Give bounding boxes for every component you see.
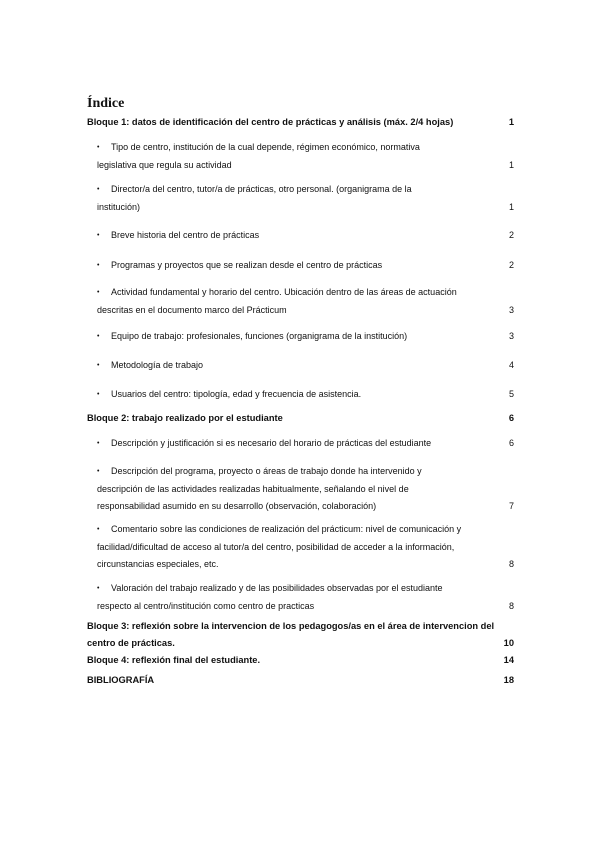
toc-page-number: 14 (503, 655, 514, 665)
toc-entry-text: descripción de las actividades realizadas habitualmente, señalando el nivel de (97, 483, 409, 494)
toc-section-entry[interactable] (87, 652, 497, 669)
toc-page-number: 7 (508, 501, 514, 511)
toc-entry-text: • Equipo de trabajo: profesionales, funciones (organigrama de la institución) (97, 328, 502, 346)
toc-page-number: 6 (508, 413, 514, 423)
toc-subsection-entry[interactable] (97, 139, 502, 174)
bullet-icon: • (97, 526, 100, 533)
toc-page-number: 6 (508, 438, 514, 448)
toc-section-entry[interactable] (87, 114, 497, 131)
toc-subsection-entry[interactable] (97, 284, 502, 319)
bullet-icon: • (97, 144, 100, 151)
toc-entry-text: institución) (97, 201, 141, 212)
toc-entry-text: facilidad/dificultad de acceso al tutor/a del centro, posibilidad de acceder a la información, (97, 541, 455, 552)
toc-page-number: 2 (508, 260, 514, 270)
bullet-icon: • (97, 186, 100, 193)
toc-section-entry[interactable] (87, 410, 497, 427)
toc-page-number: 18 (503, 675, 514, 685)
toc-entry-text: Bloque 1: datos de identificación del centro de prácticas y análisis (máx. 2/4 hojas) (87, 117, 454, 127)
bullet-icon: • (97, 585, 100, 592)
toc-entry-text: legislativa que regula su actividad (97, 159, 232, 170)
bullet-icon: • (97, 440, 100, 447)
bullet-icon: • (97, 232, 100, 239)
toc-page-number: 1 (508, 201, 514, 212)
toc-entry-text: respecto al centro/institución como centro de practicas (97, 600, 315, 611)
toc-entry-text: • Valoración del trabajo realizado y de las posibilidades observadas por el estudiante (97, 580, 502, 598)
toc-section-entry[interactable] (87, 618, 497, 652)
toc-entry-text: • Usuarios del centro: tipología, edad y frecuencia de asistencia. (97, 386, 502, 404)
toc-entry-text: circunstancias especiales, etc. (97, 559, 219, 569)
bullet-icon: • (97, 262, 100, 269)
toc-entry-text: Bloque 2: trabajo realizado por el estudiante (87, 413, 283, 423)
toc-entry-text: BIBLIOGRAFÍA (87, 675, 155, 685)
toc-entry-text: responsabilidad asumido en su desarrollo (observación, colaboración) (97, 501, 377, 511)
toc-subsection-entry[interactable] (97, 580, 502, 615)
toc-page-number: 4 (508, 360, 514, 370)
toc-page-number: 3 (508, 331, 514, 341)
toc-entry-text: • Descripción del programa, proyecto o áreas de trabajo donde ha intervenido y (97, 463, 502, 481)
toc-entry-text: descritas en el documento marco del Prácticum (97, 304, 287, 315)
toc-subsection-entry[interactable] (97, 386, 502, 404)
bullet-icon: • (97, 289, 100, 296)
toc-section-entry[interactable] (87, 672, 497, 689)
toc-page-number: 1 (508, 159, 514, 170)
toc-entry-text: Bloque 4: reflexión final del estudiante. (87, 655, 261, 665)
toc-subsection-entry[interactable] (97, 227, 502, 245)
toc-entry-text: • Tipo de centro, institución de la cual depende, régimen económico, normativa (97, 139, 502, 157)
bullet-icon: • (97, 391, 100, 398)
toc-entry-text: • Descripción y justificación si es necesario del horario de prácticas del estudiante (97, 435, 502, 453)
toc-subsection-entry[interactable] (97, 521, 502, 574)
bullet-icon: • (97, 333, 100, 340)
toc-entry-text: • Actividad fundamental y horario del centro. Ubicación dentro de las áreas de actuación (97, 284, 502, 302)
toc-page-number: 8 (508, 559, 514, 569)
toc-subsection-entry[interactable] (97, 357, 502, 375)
toc-page-number: 1 (508, 117, 514, 127)
toc-subsection-entry[interactable] (97, 435, 502, 453)
toc-subsection-entry[interactable] (97, 328, 502, 346)
toc-entry-text: centro de prácticas. (87, 638, 175, 648)
bullet-icon: • (97, 362, 100, 369)
toc-entry-text: • Comentario sobre las condiciones de realización del prácticum: nivel de comunicación y (97, 521, 502, 539)
toc-page-number: 5 (508, 389, 514, 399)
toc-entry-text: • Breve historia del centro de prácticas (97, 227, 502, 245)
toc-entry-text: • Programas y proyectos que se realizan desde el centro de prácticas (97, 257, 502, 275)
toc-subsection-entry[interactable] (97, 257, 502, 275)
bullet-icon: • (97, 468, 100, 475)
toc-page-number: 3 (508, 304, 514, 315)
toc-page-number: 2 (508, 230, 514, 240)
toc-page-number: 8 (508, 600, 514, 611)
toc-subsection-entry[interactable] (97, 463, 502, 516)
toc-entry-text: Bloque 3: reflexión sobre la intervencion de los pedagogos/as en el área de intervencion del (87, 621, 495, 631)
toc-entry-text: • Metodología de trabajo (97, 357, 502, 375)
index-title: Índice (87, 96, 125, 111)
toc-entry-text: • Director/a del centro, tutor/a de prácticas, otro personal. (organigrama de la (97, 181, 502, 199)
toc-page-number: 10 (503, 638, 514, 648)
toc-subsection-entry[interactable] (97, 181, 502, 216)
